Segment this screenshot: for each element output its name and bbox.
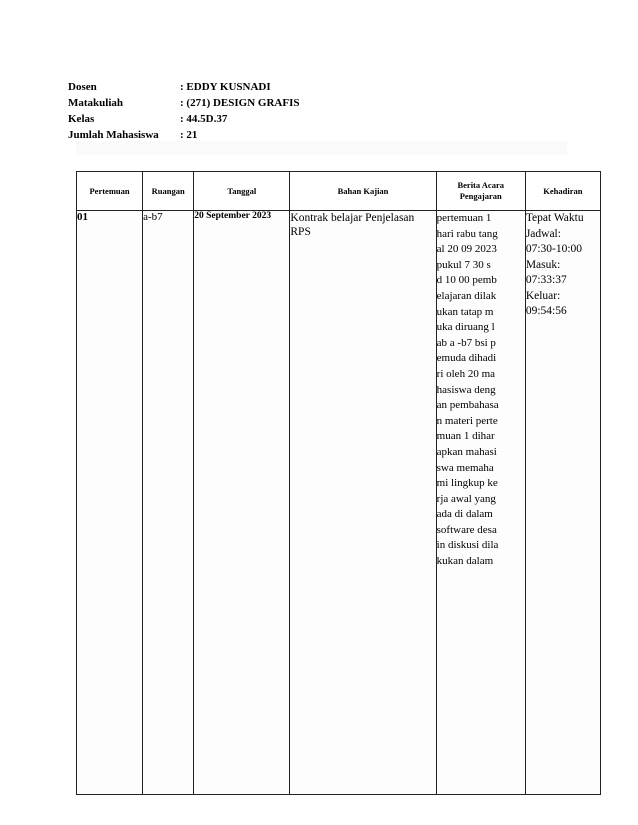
cell-kehadiran (525, 211, 600, 795)
dosen-label: Dosen (68, 81, 97, 93)
column-header-ruangan: Ruangan (143, 172, 194, 211)
masuk-value: 07:33:37 (525, 274, 567, 286)
berita-acara-text: pertemuan 1 hari rabu tangal 20 09 2023 pukul 7 30 s d 10 00 pembelajaran dilakukan tatap muka diruang lab a -b7 bsi pemuda dihadiri oleh 20 mahasiswa dengan pembahasan materi pertemuan 1 diharapkan mahasiswa memahami lingkup kerja awal yang ada di dalam software desain diskusi dilakukan dalam (436, 212, 499, 568)
header-row-dosen (68, 79, 299, 95)
course-header (68, 79, 299, 143)
column-header-berita-acara: Berita Acara Pengajaran (436, 172, 525, 211)
cell-tanggal: 20 September 2023 (194, 211, 290, 795)
column-header-pertemuan: Pertemuan (77, 172, 143, 211)
cell-bahan-kajian: Kontrak belajar Penjelasan RPS (290, 211, 436, 795)
keluar-label: Keluar: (525, 289, 561, 302)
dosen-value: : EDDY KUSNADI (180, 81, 271, 93)
column-header-kehadiran: Kehadiran (525, 172, 600, 211)
table-header-row (77, 172, 601, 211)
cell-ruangan: a-b7 (143, 211, 194, 795)
jadwal-label: Jadwal: (525, 227, 561, 240)
column-header-tanggal: Tanggal (194, 172, 290, 211)
kehadiran-status: Tepat Waktu (525, 212, 584, 224)
matakuliah-label: Matakuliah (68, 97, 124, 109)
jumlah-mahasiswa-value: : 21 (180, 129, 198, 141)
table-row (77, 211, 601, 795)
jadwal-value: 07:30-10:00 (525, 243, 583, 255)
cell-berita-acara (436, 211, 525, 795)
kelas-value: : 44.5D.37 (180, 113, 228, 125)
column-header-bahan-kajian: Bahan Kajian (290, 172, 436, 211)
header-divider-shade (76, 141, 567, 155)
masuk-label: Masuk: (525, 258, 561, 271)
header-row-matakuliah (68, 95, 299, 111)
kelas-label: Kelas (68, 113, 95, 125)
keluar-value: 09:54:56 (525, 305, 567, 317)
meeting-table (76, 171, 601, 795)
jumlah-mahasiswa-label: Jumlah Mahasiswa (68, 129, 159, 141)
matakuliah-value: : (271) DESIGN GRAFIS (180, 97, 300, 109)
header-row-kelas (68, 111, 299, 127)
cell-pertemuan: 01 (77, 211, 143, 795)
